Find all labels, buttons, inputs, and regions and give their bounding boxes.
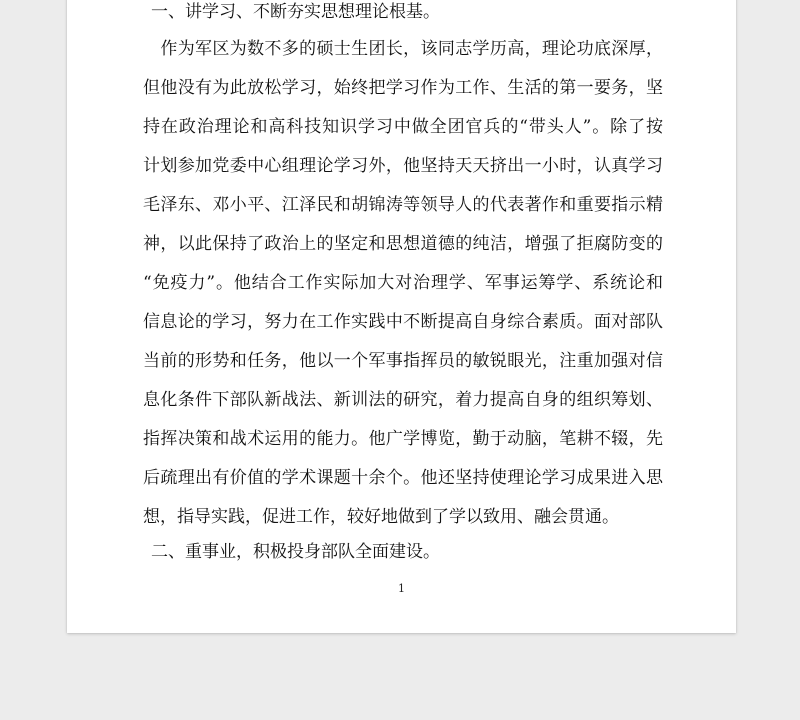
document-page: [67, 0, 736, 633]
paragraph-line: 后疏理出有价值的学术课题十余个。他还坚持使理论学习成果进入思: [143, 468, 663, 488]
paragraph-line: 指挥决策和战术运用的能力。他广学博览，勤于动脑，笔耕不辍，先: [143, 429, 663, 449]
section-heading-2: 二、重事业，积极投身部队全面建设。: [151, 542, 440, 562]
paragraph-line: 作为军区为数不多的硕士生团长，该同志学历高，理论功底深厚，: [143, 39, 663, 59]
paragraph-line: 持在政治理论和高科技知识学习中做全团官兵的“带头人”。除了按: [143, 117, 663, 137]
paragraph-line: 但他没有为此放松学习，始终把学习作为工作、生活的第一要务，坚: [143, 78, 663, 98]
paragraph-line: 计划参加党委中心组理论学习外，他坚持天天挤出一小时，认真学习: [143, 156, 663, 176]
paragraph-line: 当前的形势和任务，他以一个军事指挥员的敏锐眼光，注重加强对信: [143, 351, 663, 371]
page-number: 1: [398, 582, 405, 595]
paragraph-line: 毛泽东、邓小平、江泽民和胡锦涛等领导人的代表著作和重要指示精: [143, 195, 663, 215]
paragraph-line: 想，指导实践，促进工作，较好地做到了学以致用、融会贯通。: [143, 507, 619, 527]
paragraph-line: 神，以此保持了政治上的坚定和思想道德的纯洁，增强了拒腐防变的: [143, 234, 663, 254]
paragraph-line: “免疫力”。他结合工作实际加大对治理学、军事运筹学、系统论和: [143, 273, 663, 293]
paragraph-line: 息化条件下部队新战法、新训法的研究，着力提高自身的组织筹划、: [143, 390, 663, 410]
paragraph-line: 信息论的学习，努力在工作实践中不断提高自身综合素质。面对部队: [143, 312, 663, 332]
section-heading-1: 一、讲学习、不断夯实思想理论根基。: [151, 2, 440, 22]
